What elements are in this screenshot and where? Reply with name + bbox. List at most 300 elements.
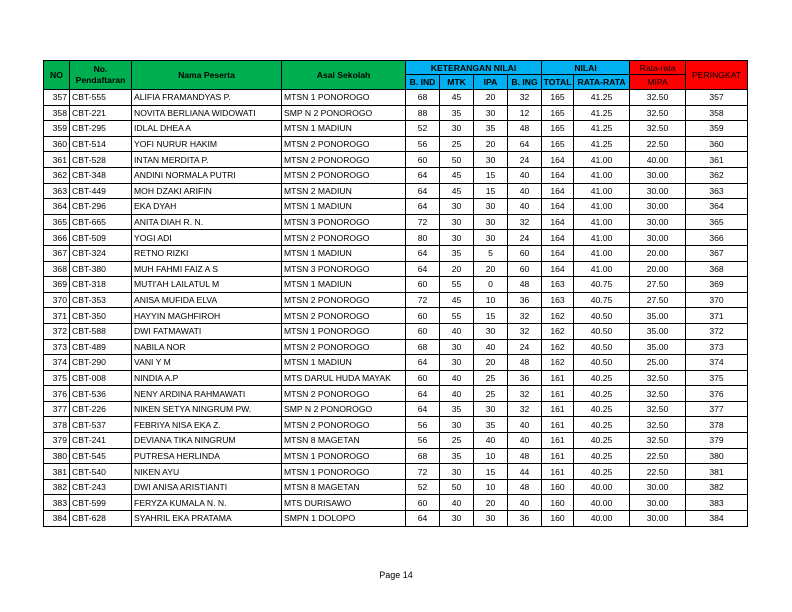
cell-ipa: 0 xyxy=(474,277,508,293)
cell-b-ind: 60 xyxy=(406,277,440,293)
table-row xyxy=(44,417,748,433)
cell-b-ing: 48 xyxy=(508,448,542,464)
cell-rata-rata-mipa: 40.00 xyxy=(630,152,686,168)
cell-no-pendaftaran: CBT-514 xyxy=(70,136,132,152)
header-asal-sekolah: Asal Sekolah xyxy=(282,61,406,90)
cell-peringkat: 375 xyxy=(686,370,748,386)
cell-ipa: 20 xyxy=(474,261,508,277)
cell-total: 164 xyxy=(542,167,574,183)
cell-no-pendaftaran: CBT-350 xyxy=(70,308,132,324)
cell-nama-peserta: NABILA NOR xyxy=(132,339,282,355)
cell-rata-rata-mipa: 32.50 xyxy=(630,401,686,417)
cell-ipa: 30 xyxy=(474,152,508,168)
cell-rata-rata: 40.00 xyxy=(574,511,630,527)
cell-no-pendaftaran: CBT-665 xyxy=(70,214,132,230)
cell-b-ing: 60 xyxy=(508,261,542,277)
cell-no: 363 xyxy=(44,183,70,199)
cell-mtk: 35 xyxy=(440,448,474,464)
cell-rata-rata: 40.00 xyxy=(574,479,630,495)
cell-total: 162 xyxy=(542,323,574,339)
cell-peringkat: 363 xyxy=(686,183,748,199)
table-row xyxy=(44,386,748,402)
cell-mtk: 50 xyxy=(440,152,474,168)
cell-no-pendaftaran: CBT-555 xyxy=(70,90,132,106)
cell-rata-rata-mipa: 35.00 xyxy=(630,339,686,355)
header-rata-rata-mipa-top: Rata-rata xyxy=(630,61,686,75)
cell-mtk: 35 xyxy=(440,105,474,121)
cell-mtk: 50 xyxy=(440,479,474,495)
cell-ipa: 15 xyxy=(474,464,508,480)
cell-mtk: 35 xyxy=(440,245,474,261)
cell-nama-peserta: NIKEN SETYA NINGRUM PW. xyxy=(132,401,282,417)
table-row xyxy=(44,90,748,106)
cell-rata-rata-mipa: 32.50 xyxy=(630,90,686,106)
header-b-ind: B. IND xyxy=(406,75,440,90)
cell-no-pendaftaran: CBT-545 xyxy=(70,448,132,464)
cell-rata-rata-mipa: 32.50 xyxy=(630,433,686,449)
header-rata-rata-mipa-bottom: MIPA xyxy=(630,75,686,90)
cell-mtk: 20 xyxy=(440,261,474,277)
cell-ipa: 30 xyxy=(474,105,508,121)
cell-total: 161 xyxy=(542,386,574,402)
table-row xyxy=(44,261,748,277)
cell-b-ind: 56 xyxy=(406,433,440,449)
cell-rata-rata-mipa: 30.00 xyxy=(630,214,686,230)
cell-mtk: 40 xyxy=(440,386,474,402)
cell-b-ing: 44 xyxy=(508,464,542,480)
cell-no-pendaftaran: CBT-290 xyxy=(70,355,132,371)
header-keterangan-nilai: KETERANGAN NILAI xyxy=(406,61,542,75)
cell-b-ing: 32 xyxy=(508,214,542,230)
cell-mtk: 40 xyxy=(440,495,474,511)
table-row xyxy=(44,401,748,417)
cell-peringkat: 368 xyxy=(686,261,748,277)
cell-no-pendaftaran: CBT-537 xyxy=(70,417,132,433)
cell-mtk: 30 xyxy=(440,230,474,246)
cell-no: 371 xyxy=(44,308,70,324)
cell-no-pendaftaran: CBT-221 xyxy=(70,105,132,121)
cell-mtk: 55 xyxy=(440,308,474,324)
cell-no: 373 xyxy=(44,339,70,355)
cell-asal-sekolah: SMP N 2 PONOROGO xyxy=(282,105,406,121)
cell-no-pendaftaran: CBT-449 xyxy=(70,183,132,199)
cell-b-ind: 56 xyxy=(406,417,440,433)
cell-total: 161 xyxy=(542,401,574,417)
cell-ipa: 30 xyxy=(474,230,508,246)
cell-asal-sekolah: MTSN 1 PONOROGO xyxy=(282,448,406,464)
cell-b-ind: 52 xyxy=(406,121,440,137)
table-row xyxy=(44,230,748,246)
cell-b-ind: 60 xyxy=(406,308,440,324)
cell-peringkat: 372 xyxy=(686,323,748,339)
cell-ipa: 20 xyxy=(474,136,508,152)
cell-b-ing: 24 xyxy=(508,152,542,168)
cell-mtk: 30 xyxy=(440,121,474,137)
cell-peringkat: 380 xyxy=(686,448,748,464)
cell-total: 160 xyxy=(542,511,574,527)
cell-b-ing: 32 xyxy=(508,386,542,402)
cell-rata-rata: 41.00 xyxy=(574,261,630,277)
cell-no: 369 xyxy=(44,277,70,293)
cell-rata-rata: 40.25 xyxy=(574,448,630,464)
page-number: Page 14 xyxy=(379,570,413,580)
cell-rata-rata-mipa: 25.00 xyxy=(630,355,686,371)
cell-b-ind: 68 xyxy=(406,448,440,464)
header-nama-peserta: Nama Peserta xyxy=(132,61,282,90)
cell-peringkat: 381 xyxy=(686,464,748,480)
cell-no: 364 xyxy=(44,199,70,215)
cell-rata-rata-mipa: 32.50 xyxy=(630,417,686,433)
cell-total: 164 xyxy=(542,214,574,230)
cell-mtk: 55 xyxy=(440,277,474,293)
cell-asal-sekolah: MTSN 2 PONOROGO xyxy=(282,136,406,152)
cell-total: 160 xyxy=(542,495,574,511)
cell-rata-rata: 40.50 xyxy=(574,339,630,355)
cell-no: 365 xyxy=(44,214,70,230)
cell-b-ind: 60 xyxy=(406,152,440,168)
cell-total: 162 xyxy=(542,355,574,371)
cell-mtk: 35 xyxy=(440,401,474,417)
cell-nama-peserta: NENY ARDINA RAHMAWATI xyxy=(132,386,282,402)
cell-asal-sekolah: MTSN 2 PONOROGO xyxy=(282,167,406,183)
cell-b-ind: 60 xyxy=(406,495,440,511)
table-row xyxy=(44,105,748,121)
cell-b-ing: 36 xyxy=(508,292,542,308)
cell-rata-rata-mipa: 27.50 xyxy=(630,292,686,308)
table-row xyxy=(44,214,748,230)
table-row xyxy=(44,167,748,183)
cell-asal-sekolah: MTSN 1 PONOROGO xyxy=(282,323,406,339)
cell-nama-peserta: INTAN MERDITA P. xyxy=(132,152,282,168)
cell-mtk: 30 xyxy=(440,511,474,527)
cell-asal-sekolah: MTS DURISAWO xyxy=(282,495,406,511)
table-row xyxy=(44,121,748,137)
cell-peringkat: 379 xyxy=(686,433,748,449)
cell-asal-sekolah: SMP N 2 PONOROGO xyxy=(282,401,406,417)
cell-ipa: 30 xyxy=(474,214,508,230)
cell-total: 161 xyxy=(542,448,574,464)
cell-mtk: 40 xyxy=(440,323,474,339)
cell-rata-rata: 41.00 xyxy=(574,245,630,261)
cell-nama-peserta: EKA DYAH xyxy=(132,199,282,215)
cell-b-ing: 32 xyxy=(508,323,542,339)
cell-b-ing: 60 xyxy=(508,245,542,261)
cell-asal-sekolah: MTSN 1 MADIUN xyxy=(282,121,406,137)
cell-no: 382 xyxy=(44,479,70,495)
cell-peringkat: 361 xyxy=(686,152,748,168)
cell-peringkat: 359 xyxy=(686,121,748,137)
cell-total: 164 xyxy=(542,261,574,277)
cell-ipa: 30 xyxy=(474,323,508,339)
cell-asal-sekolah: MTSN 2 PONOROGO xyxy=(282,308,406,324)
cell-total: 165 xyxy=(542,136,574,152)
cell-mtk: 45 xyxy=(440,90,474,106)
cell-ipa: 5 xyxy=(474,245,508,261)
cell-rata-rata-mipa: 22.50 xyxy=(630,464,686,480)
cell-ipa: 20 xyxy=(474,90,508,106)
cell-b-ing: 32 xyxy=(508,401,542,417)
cell-no-pendaftaran: CBT-489 xyxy=(70,339,132,355)
cell-b-ind: 80 xyxy=(406,230,440,246)
cell-asal-sekolah: MTSN 1 MADIUN xyxy=(282,245,406,261)
cell-asal-sekolah: MTSN 8 MAGETAN xyxy=(282,433,406,449)
cell-no: 358 xyxy=(44,105,70,121)
cell-rata-rata: 41.00 xyxy=(574,167,630,183)
cell-ipa: 30 xyxy=(474,199,508,215)
cell-ipa: 10 xyxy=(474,292,508,308)
cell-nama-peserta: FERYZA KUMALA N. N. xyxy=(132,495,282,511)
cell-total: 161 xyxy=(542,433,574,449)
cell-no: 368 xyxy=(44,261,70,277)
cell-no: 384 xyxy=(44,511,70,527)
cell-no: 362 xyxy=(44,167,70,183)
cell-no-pendaftaran: CBT-540 xyxy=(70,464,132,480)
cell-peringkat: 371 xyxy=(686,308,748,324)
cell-no-pendaftaran: CBT-226 xyxy=(70,401,132,417)
cell-rata-rata: 40.00 xyxy=(574,495,630,511)
cell-ipa: 30 xyxy=(474,511,508,527)
cell-peringkat: 367 xyxy=(686,245,748,261)
cell-no: 376 xyxy=(44,386,70,402)
cell-b-ind: 64 xyxy=(406,245,440,261)
cell-rata-rata-mipa: 32.50 xyxy=(630,370,686,386)
cell-no: 379 xyxy=(44,433,70,449)
cell-rata-rata: 41.00 xyxy=(574,199,630,215)
cell-mtk: 45 xyxy=(440,167,474,183)
cell-b-ind: 72 xyxy=(406,292,440,308)
cell-asal-sekolah: MTSN 2 PONOROGO xyxy=(282,152,406,168)
cell-peringkat: 373 xyxy=(686,339,748,355)
cell-rata-rata-mipa: 30.00 xyxy=(630,167,686,183)
cell-mtk: 25 xyxy=(440,433,474,449)
cell-peringkat: 378 xyxy=(686,417,748,433)
cell-asal-sekolah: MTSN 8 MAGETAN xyxy=(282,479,406,495)
cell-peringkat: 383 xyxy=(686,495,748,511)
cell-ipa: 15 xyxy=(474,183,508,199)
cell-nama-peserta: MOH DZAKI ARIFIN xyxy=(132,183,282,199)
cell-total: 163 xyxy=(542,277,574,293)
cell-rata-rata: 41.00 xyxy=(574,230,630,246)
cell-b-ing: 48 xyxy=(508,355,542,371)
cell-total: 165 xyxy=(542,90,574,106)
cell-no-pendaftaran: CBT-324 xyxy=(70,245,132,261)
cell-b-ind: 56 xyxy=(406,136,440,152)
cell-nama-peserta: HAYYIN MAGHFIROH xyxy=(132,308,282,324)
cell-mtk: 30 xyxy=(440,355,474,371)
cell-peringkat: 365 xyxy=(686,214,748,230)
cell-rata-rata: 41.25 xyxy=(574,121,630,137)
cell-ipa: 20 xyxy=(474,355,508,371)
cell-rata-rata-mipa: 22.50 xyxy=(630,136,686,152)
cell-no-pendaftaran: CBT-628 xyxy=(70,511,132,527)
cell-rata-rata-mipa: 30.00 xyxy=(630,511,686,527)
cell-rata-rata: 41.00 xyxy=(574,152,630,168)
table-row xyxy=(44,277,748,293)
cell-rata-rata: 41.25 xyxy=(574,136,630,152)
table-row xyxy=(44,355,748,371)
cell-total: 164 xyxy=(542,245,574,261)
cell-b-ind: 64 xyxy=(406,386,440,402)
cell-rata-rata-mipa: 35.00 xyxy=(630,308,686,324)
cell-nama-peserta: IDLAL DHEA A xyxy=(132,121,282,137)
header-rata-rata: RATA-RATA xyxy=(574,75,630,90)
cell-total: 165 xyxy=(542,121,574,137)
cell-ipa: 20 xyxy=(474,495,508,511)
cell-mtk: 30 xyxy=(440,214,474,230)
cell-rata-rata-mipa: 32.50 xyxy=(630,121,686,137)
cell-peringkat: 357 xyxy=(686,90,748,106)
cell-rata-rata: 40.25 xyxy=(574,417,630,433)
cell-mtk: 30 xyxy=(440,339,474,355)
table-row xyxy=(44,183,748,199)
cell-nama-peserta: VANI Y M xyxy=(132,355,282,371)
cell-nama-peserta: RETNO RIZKI xyxy=(132,245,282,261)
cell-rata-rata-mipa: 20.00 xyxy=(630,261,686,277)
cell-nama-peserta: ALIFIA FRAMANDYAS P. xyxy=(132,90,282,106)
cell-total: 164 xyxy=(542,230,574,246)
cell-ipa: 40 xyxy=(474,433,508,449)
cell-no: 370 xyxy=(44,292,70,308)
cell-rata-rata: 40.75 xyxy=(574,277,630,293)
cell-peringkat: 370 xyxy=(686,292,748,308)
cell-total: 164 xyxy=(542,183,574,199)
header-mtk: MTK xyxy=(440,75,474,90)
cell-b-ind: 64 xyxy=(406,355,440,371)
table-row xyxy=(44,152,748,168)
cell-b-ing: 32 xyxy=(508,90,542,106)
cell-ipa: 10 xyxy=(474,479,508,495)
cell-rata-rata: 40.50 xyxy=(574,308,630,324)
cell-no: 361 xyxy=(44,152,70,168)
table-row xyxy=(44,464,748,480)
cell-no: 381 xyxy=(44,464,70,480)
cell-peringkat: 360 xyxy=(686,136,748,152)
table-row xyxy=(44,136,748,152)
cell-ipa: 10 xyxy=(474,448,508,464)
cell-no-pendaftaran: CBT-588 xyxy=(70,323,132,339)
cell-rata-rata-mipa: 32.50 xyxy=(630,105,686,121)
cell-peringkat: 377 xyxy=(686,401,748,417)
cell-no-pendaftaran: CBT-008 xyxy=(70,370,132,386)
cell-nama-peserta: SYAHRIL EKA PRATAMA xyxy=(132,511,282,527)
cell-ipa: 40 xyxy=(474,339,508,355)
cell-b-ing: 48 xyxy=(508,277,542,293)
cell-rata-rata-mipa: 27.50 xyxy=(630,277,686,293)
cell-asal-sekolah: MTSN 3 PONOROGO xyxy=(282,261,406,277)
cell-peringkat: 366 xyxy=(686,230,748,246)
cell-b-ind: 60 xyxy=(406,370,440,386)
cell-ipa: 35 xyxy=(474,121,508,137)
cell-no: 374 xyxy=(44,355,70,371)
cell-total: 161 xyxy=(542,464,574,480)
cell-b-ing: 40 xyxy=(508,417,542,433)
cell-nama-peserta: ANDINI NORMALA PUTRI xyxy=(132,167,282,183)
cell-total: 164 xyxy=(542,152,574,168)
cell-no-pendaftaran: CBT-536 xyxy=(70,386,132,402)
cell-rata-rata-mipa: 30.00 xyxy=(630,199,686,215)
cell-rata-rata-mipa: 20.00 xyxy=(630,245,686,261)
cell-ipa: 15 xyxy=(474,167,508,183)
cell-rata-rata: 40.25 xyxy=(574,401,630,417)
cell-b-ing: 40 xyxy=(508,433,542,449)
cell-nama-peserta: PUTRESA HERLINDA xyxy=(132,448,282,464)
cell-b-ind: 64 xyxy=(406,401,440,417)
cell-asal-sekolah: MTSN 2 PONOROGO xyxy=(282,339,406,355)
cell-asal-sekolah: MTSN 1 MADIUN xyxy=(282,199,406,215)
cell-rata-rata: 40.75 xyxy=(574,292,630,308)
cell-no-pendaftaran: CBT-348 xyxy=(70,167,132,183)
table-row xyxy=(44,370,748,386)
cell-b-ing: 48 xyxy=(508,121,542,137)
cell-rata-rata-mipa: 30.00 xyxy=(630,183,686,199)
cell-no: 366 xyxy=(44,230,70,246)
cell-rata-rata: 41.25 xyxy=(574,105,630,121)
cell-rata-rata: 40.25 xyxy=(574,386,630,402)
cell-asal-sekolah: MTSN 2 PONOROGO xyxy=(282,417,406,433)
cell-b-ing: 40 xyxy=(508,199,542,215)
cell-peringkat: 362 xyxy=(686,167,748,183)
cell-b-ind: 64 xyxy=(406,199,440,215)
cell-b-ind: 60 xyxy=(406,323,440,339)
cell-peringkat: 376 xyxy=(686,386,748,402)
cell-rata-rata-mipa: 22.50 xyxy=(630,448,686,464)
cell-asal-sekolah: MTSN 2 PONOROGO xyxy=(282,386,406,402)
cell-total: 162 xyxy=(542,339,574,355)
cell-b-ing: 32 xyxy=(508,308,542,324)
cell-b-ing: 36 xyxy=(508,511,542,527)
cell-no: 359 xyxy=(44,121,70,137)
cell-asal-sekolah: MTSN 3 PONOROGO xyxy=(282,214,406,230)
cell-total: 160 xyxy=(542,479,574,495)
cell-no-pendaftaran: CBT-509 xyxy=(70,230,132,246)
cell-rata-rata: 40.25 xyxy=(574,370,630,386)
cell-rata-rata: 41.25 xyxy=(574,90,630,106)
cell-rata-rata-mipa: 30.00 xyxy=(630,495,686,511)
cell-no: 372 xyxy=(44,323,70,339)
cell-asal-sekolah: MTSN 1 MADIUN xyxy=(282,277,406,293)
cell-mtk: 45 xyxy=(440,292,474,308)
cell-asal-sekolah: MTSN 1 PONOROGO xyxy=(282,464,406,480)
cell-mtk: 30 xyxy=(440,199,474,215)
cell-asal-sekolah: MTSN 2 MADIUN xyxy=(282,183,406,199)
cell-total: 161 xyxy=(542,370,574,386)
cell-b-ing: 36 xyxy=(508,370,542,386)
cell-ipa: 15 xyxy=(474,308,508,324)
cell-nama-peserta: DEVIANA TIKA NINGRUM xyxy=(132,433,282,449)
cell-total: 162 xyxy=(542,308,574,324)
cell-asal-sekolah: MTSN 1 PONOROGO xyxy=(282,90,406,106)
cell-no: 380 xyxy=(44,448,70,464)
cell-b-ing: 24 xyxy=(508,230,542,246)
cell-no-pendaftaran: CBT-296 xyxy=(70,199,132,215)
cell-b-ing: 24 xyxy=(508,339,542,355)
cell-no-pendaftaran: CBT-295 xyxy=(70,121,132,137)
cell-asal-sekolah: MTSN 2 PONOROGO xyxy=(282,292,406,308)
table-row xyxy=(44,511,748,527)
cell-nama-peserta: MUH FAHMI FAIZ A S xyxy=(132,261,282,277)
table-row xyxy=(44,433,748,449)
cell-b-ing: 48 xyxy=(508,479,542,495)
cell-b-ind: 68 xyxy=(406,90,440,106)
header-no: NO xyxy=(44,61,70,90)
cell-b-ind: 52 xyxy=(406,479,440,495)
cell-b-ing: 64 xyxy=(508,136,542,152)
table-row xyxy=(44,245,748,261)
cell-no-pendaftaran: CBT-241 xyxy=(70,433,132,449)
table-row xyxy=(44,495,748,511)
cell-rata-rata: 41.00 xyxy=(574,183,630,199)
table-row xyxy=(44,292,748,308)
